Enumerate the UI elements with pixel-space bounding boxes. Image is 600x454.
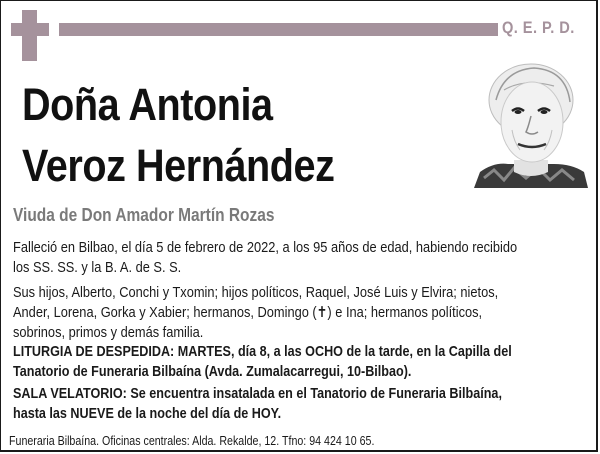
liturgy-line: Tanatorio de Funeraria Bilbaína (Avda. Zumalacarregui, 10-Bilbao). [13, 363, 412, 380]
wake-paragraph [13, 384, 502, 424]
wake-line: hasta las NUEVE de la noche del día de HOY. [13, 405, 282, 422]
portrait-photo [474, 60, 588, 188]
cross-icon-horizontal [11, 23, 49, 36]
funeral-home-footer: Funeraria Bilbaína. Oficinas centrales: Alda. Rekalde, 12. Tfno: 94 424 10 65. [9, 433, 375, 448]
qepd-label: Q. E. P. D. [502, 18, 575, 37]
deceased-name-line2: Veroz Hernández [22, 140, 335, 191]
death-notice-line: los SS. SS. y la B. A. de S. S. [13, 259, 182, 276]
family-line: sobrinos, primos y demás familia. [13, 324, 204, 341]
family-line: Ander, Lorena, Gorka y Xabier; hermanos, Domingo (✝) e Ina; hermanos políticos, [13, 304, 483, 321]
deceased-name-line1: Doña Antonia [22, 79, 273, 130]
liturgy-line: LITURGIA DE DESPEDIDA: MARTES, día 8, a las OCHO de la tarde, en la Capilla del [13, 343, 512, 360]
portrait-icon [474, 60, 588, 188]
family-paragraph [13, 283, 498, 343]
header-rule [59, 23, 498, 36]
wake-line: SALA VELATORIO: Se encuentra insatalada en el Tanatorio de Funeraria Bilbaína, [13, 385, 502, 402]
death-notice-paragraph [13, 238, 517, 278]
liturgy-paragraph [13, 342, 512, 382]
family-line: Sus hijos, Alberto, Conchi y Txomin; hijos políticos, Raquel, José Luis y Elvira; nietos, [13, 284, 499, 301]
death-notice-line: Falleció en Bilbao, el día 5 de febrero de 2022, a los 95 años de edad, habiendo recibido [13, 239, 518, 256]
widow-subtitle: Viuda de Don Amador Martín Rozas [13, 205, 275, 225]
